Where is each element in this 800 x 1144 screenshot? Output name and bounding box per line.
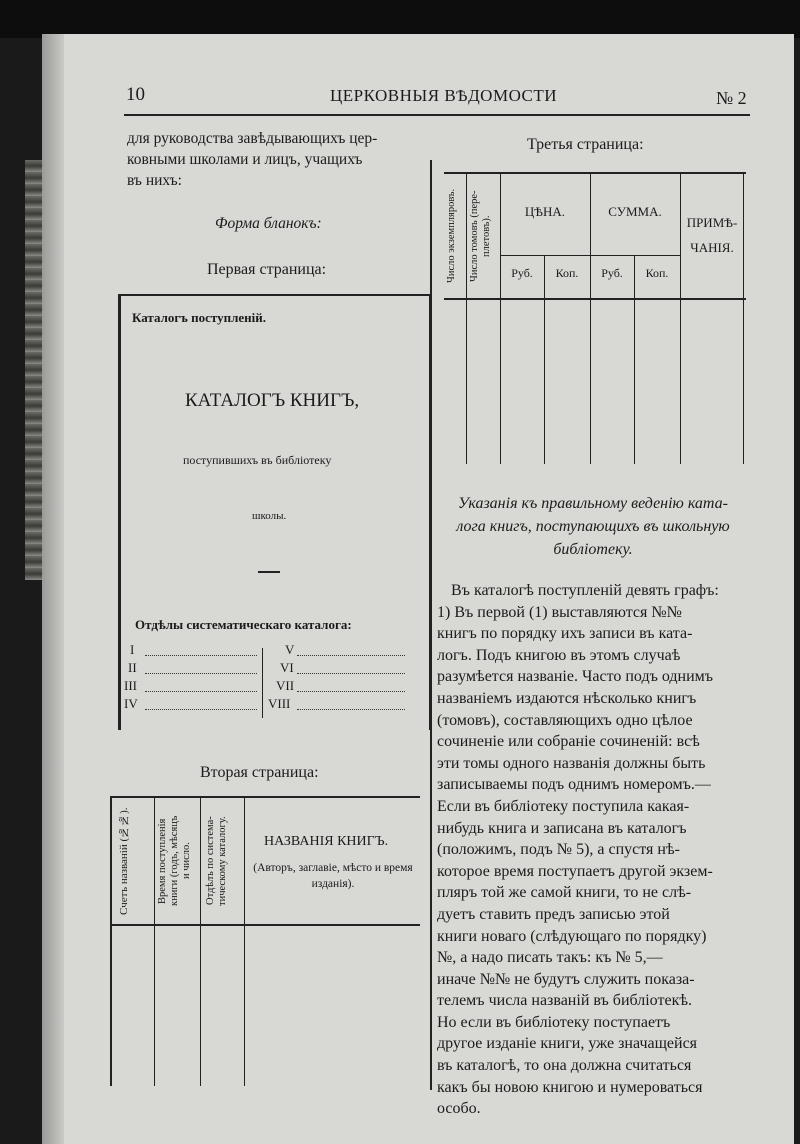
table3-price-kop: Коп.: [555, 266, 579, 280]
table3-top-rule: [444, 172, 746, 174]
body-line: иначе №№ не будутъ служить показа-: [437, 970, 695, 988]
body-line: въ каталогѣ, то она должна считаться: [437, 1057, 692, 1075]
table3-subheader-rule: [500, 255, 680, 256]
dotted-line: [297, 691, 405, 692]
dotted-line: [145, 691, 257, 692]
section-numeral: II: [128, 660, 137, 675]
page-number: 10: [126, 84, 145, 105]
body-line: книги новаго (слѣдующаго по порядку): [437, 927, 707, 945]
body-line: эти томы одного названія должны быть: [437, 754, 706, 772]
body-line: 1) Въ первой (1) выставляются №№: [437, 603, 682, 621]
sections-title: Отдѣлы систематическаго каталога:: [135, 617, 352, 632]
body-line: дуетъ ставить предъ записью этой: [437, 905, 670, 923]
body-line: Если въ библіотеку поступила какая-: [437, 797, 690, 815]
body-line: разумѣется названіе. Часто подъ однимъ: [437, 668, 714, 686]
table3-col-copies: Число экземпляровъ.: [446, 188, 457, 284]
body-line: другое изданіе книги, уже значащейся: [437, 1035, 698, 1053]
table3-col-divider: [544, 255, 545, 464]
table2-header-rule: [110, 924, 420, 926]
body-line: Въ каталогѣ поступленій девять графъ:: [451, 582, 719, 599]
heading-line: библіотеку.: [553, 541, 633, 558]
table2-book-subtitle: (Авторъ, заглавіе, мѣсто и время изданія).: [253, 862, 413, 890]
table3-header-rule: [444, 298, 746, 300]
table3-notes-line: ЧАНІЯ.: [690, 240, 734, 255]
table3-sum-rub: Руб.: [601, 266, 623, 280]
first-page-label: Первая страница:: [207, 261, 327, 278]
table2-col-divider: [154, 796, 155, 1086]
section-numeral: V: [285, 642, 295, 657]
issue-number: № 2: [716, 88, 747, 108]
table2-col-divider: [244, 796, 245, 1086]
heading-line: лога книгъ, поступающихъ въ школьную: [456, 518, 730, 535]
dotted-line: [297, 655, 405, 656]
instructions-heading: [437, 492, 749, 561]
table3-notes-line: ПРИМѢ-: [686, 215, 738, 230]
dotted-line: [145, 709, 257, 710]
body-line: особо.: [437, 1100, 481, 1118]
table2-col-count: Счетъ названій (№№).: [118, 807, 130, 915]
table3-col-volumes: Число томовъ (пере- плетовъ).: [469, 190, 492, 282]
scan-background: [0, 0, 800, 38]
table3-notes: [680, 210, 744, 260]
dotted-line: [145, 655, 257, 656]
body-line: Но если въ библіотеку поступаетъ: [437, 1013, 671, 1031]
section-numeral: IV: [124, 696, 138, 711]
journal-title: ЦЕРКОВНЫЯ ВѢДОМОСТИ: [330, 86, 558, 105]
heading-line: Указанія къ правильному веденію ката-: [457, 495, 728, 512]
table3-price: ЦѢНА.: [524, 204, 566, 219]
dotted-line: [297, 709, 405, 710]
table3-sum-kop: Коп.: [645, 266, 669, 280]
table2-left-border: [110, 796, 112, 1086]
received-text: поступившихъ въ библіотеку: [183, 453, 332, 467]
table3-sum: СУММА.: [608, 204, 662, 219]
body-line: (положимъ, подъ № 5), а спустя нѣ-: [437, 841, 680, 859]
table2-book-titles: НАЗВАНІЯ КНИГЪ.: [264, 834, 389, 849]
body-line: сочиненіе или собраніе сочиненій: всѣ: [437, 733, 700, 751]
numerals-divider: [262, 648, 263, 718]
body-line: которое время поступаетъ другой экзем-: [437, 862, 713, 880]
intro-line: въ нихъ:: [127, 172, 182, 189]
table2-col-date: Время поступленія книги (годъ, мѣсяцъ и число.: [157, 815, 192, 907]
third-page-label: Третья страница:: [527, 136, 644, 153]
instructions-body: [437, 580, 743, 1120]
body-line: книгъ по порядку ихъ записи въ ката-: [437, 625, 693, 643]
section-numeral: III: [124, 678, 137, 693]
table2-col-divider: [200, 796, 201, 1086]
table2-col-section: Отдѣлъ по система- тическому каталогу.: [205, 816, 228, 906]
body-line: названіемъ издаются нѣсколько книгъ: [437, 689, 697, 707]
school-text: школы.: [252, 510, 287, 522]
table3-col-divider: [634, 255, 635, 464]
body-line: пляръ той же самой книги, то не слѣ-: [437, 884, 692, 902]
body-line: какъ бы новою книгою и нумероваться: [437, 1078, 703, 1096]
body-line: нибудь книга и записана въ каталогъ: [437, 819, 687, 837]
dotted-line: [297, 673, 405, 674]
section-numeral: VIII: [268, 696, 291, 711]
dotted-line: [145, 673, 257, 674]
body-line: (томовъ), составляющихъ одно цѣлое: [437, 711, 693, 729]
table3-col-divider: [466, 172, 467, 464]
body-line: логъ. Подъ книгою въ этомъ случаѣ: [437, 646, 681, 664]
intro-line: для руководства завѣдывающихъ цер-: [127, 130, 378, 147]
body-line: №, а надо писать такъ: къ № 5,—: [437, 949, 663, 967]
section-numeral: VII: [276, 678, 295, 693]
body-line: телемъ числа названій въ библіотекѣ.: [437, 992, 693, 1010]
table3-price-rub: Руб.: [511, 266, 533, 280]
body-line: записываемы подъ однимъ номеромъ.—: [437, 776, 711, 794]
page-edge: [42, 34, 64, 1144]
header-rule: [124, 114, 750, 116]
table2-top-rule: [110, 796, 420, 798]
intro-line: ковными школами и лицъ, учащихъ: [127, 151, 363, 168]
section-numeral: VI: [280, 660, 294, 675]
form-label: Форма бланокъ:: [215, 215, 322, 232]
dash-rule: [258, 571, 280, 573]
catalog-books-title: КАТАЛОГЪ КНИГЪ,: [185, 390, 360, 411]
section-numeral: I: [130, 642, 135, 657]
intro-text: [127, 128, 432, 191]
catalog-receipts-label: Каталогъ поступленій.: [132, 310, 266, 325]
second-page-label: Вторая страница:: [200, 764, 319, 781]
